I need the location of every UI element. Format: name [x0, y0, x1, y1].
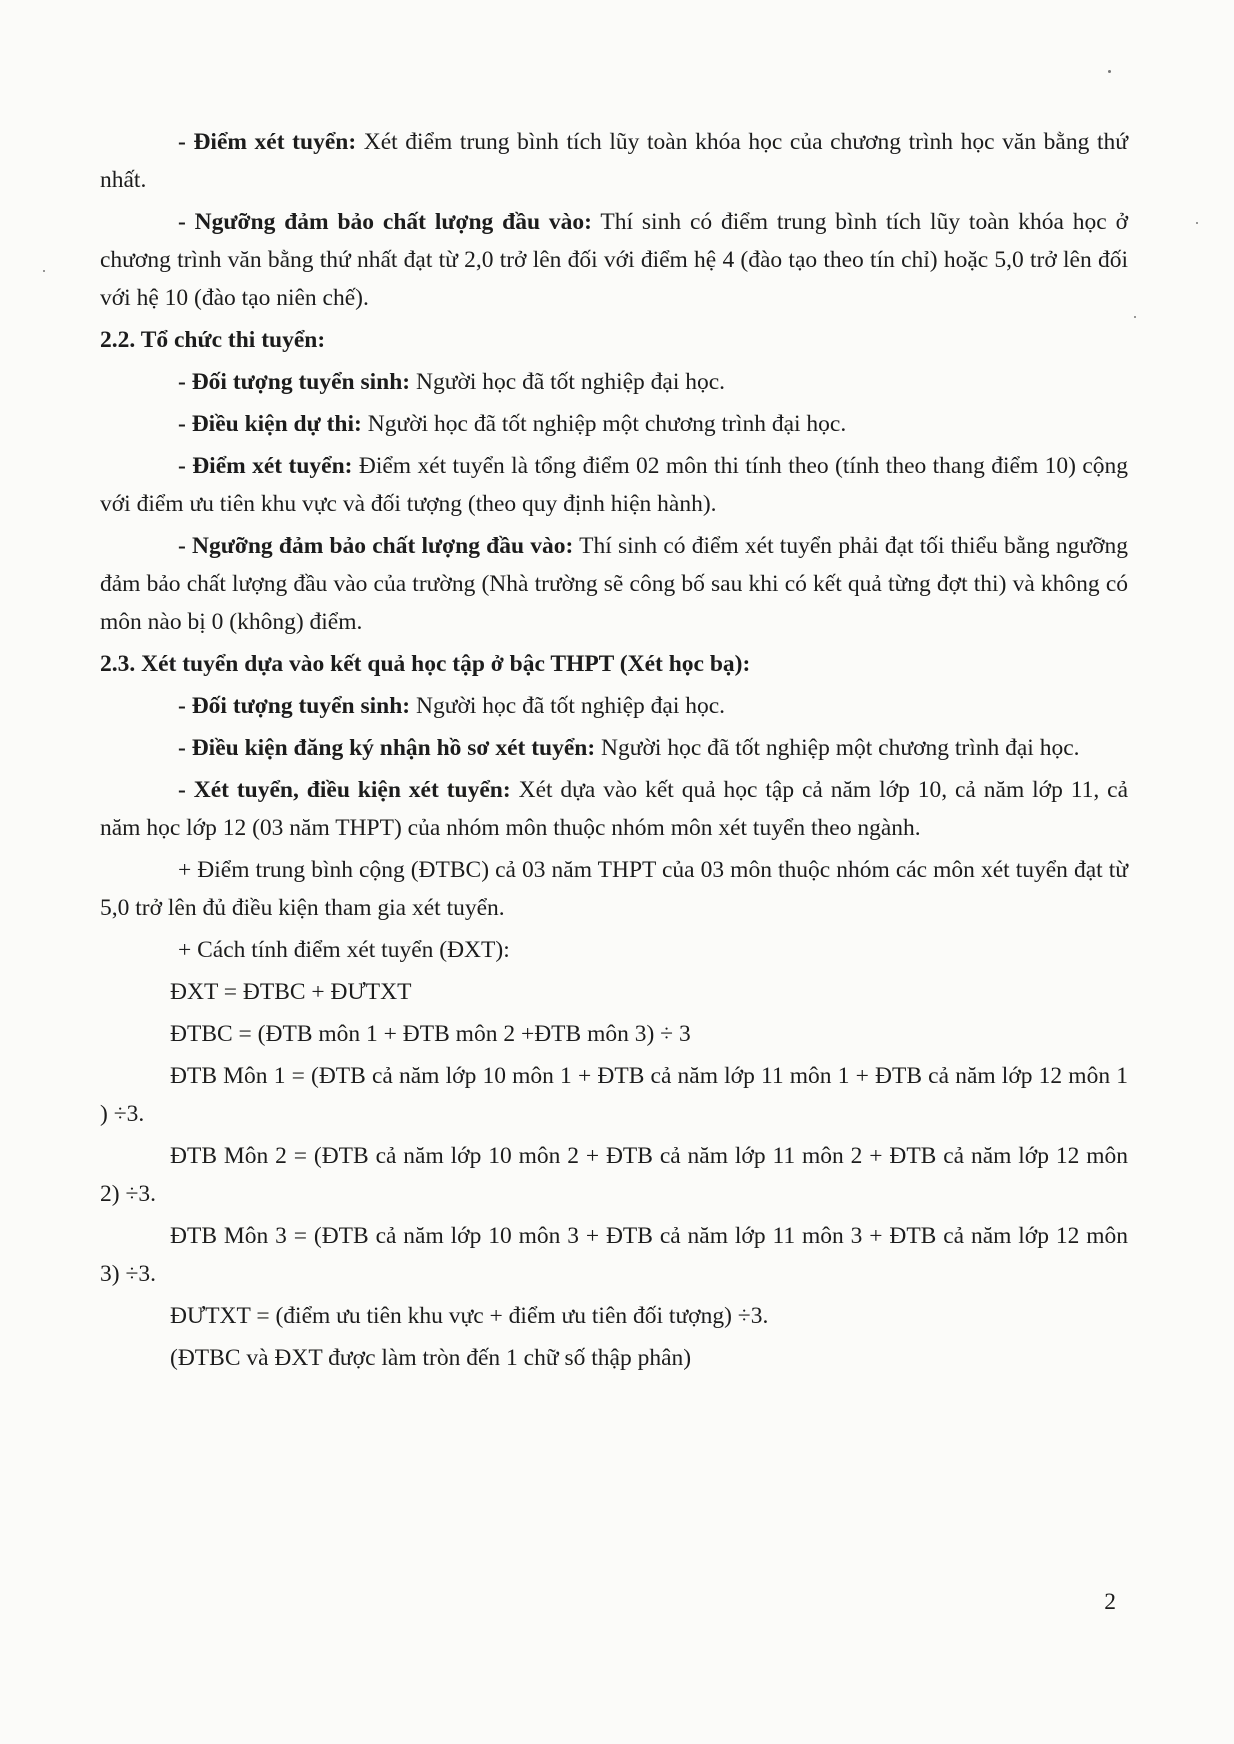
paragraph-text: Thí sinh có điểm xét tuyển phải đạt tối thiểu bằng ngưỡng đảm bảo chất lượng đầu vào của trường (Nhà trường sẽ công bố sau khi có kết quả từng đợt thi) và không có môn nào bị 0 (không) điểm. — [100, 533, 1129, 635]
paragraph-text: Xét điểm trung bình tích lũy toàn khóa học của chương trình học văn bằng thứ nhất. — [100, 129, 1128, 193]
paragraph-doi-tuong-2 — [100, 687, 1128, 725]
paragraph-label: - Xét tuyển, điều kiện xét tuyển: — [178, 777, 511, 803]
paragraph-label: - Điểm xét tuyển: — [178, 453, 353, 479]
scan-speck — [43, 270, 45, 272]
paragraph-doi-tuong-1 — [100, 363, 1128, 401]
page-number: 2 — [1104, 1589, 1116, 1615]
paragraph-diem-xet-tuyen-2 — [100, 447, 1128, 523]
paragraph-text: Người học đã tốt nghiệp đại học. — [410, 693, 726, 719]
formula-dxt: ĐXT = ĐTBC + ĐƯTXT — [170, 979, 412, 1005]
document-body — [100, 123, 1128, 1381]
paragraph-label: - Ngưỡng đảm bảo chất lượng đầu vào: — [178, 533, 574, 559]
rounding-note: (ĐTBC và ĐXT được làm tròn đến 1 chữ số thập phân) — [170, 1345, 692, 1371]
paragraph-dieu-kien-dang-ky — [100, 729, 1128, 767]
scan-speck — [1108, 70, 1111, 73]
paragraph-text: Điểm xét tuyển là tổng điểm 02 môn thi tính theo (tính theo thang điểm 10) cộng với điểm ưu tiên khu vực và đối tượng (theo quy định hiện hành). — [100, 453, 1128, 517]
paragraph-text: Người học đã tốt nghiệp một chương trình đại học. — [361, 411, 847, 437]
formula-dutxt: ĐƯTXT = (điểm ưu tiên khu vực + điểm ưu tiên đối tượng) ÷3. — [170, 1303, 769, 1329]
section-heading-2-3: 2.3. Xét tuyển dựa vào kết quả học tập ở bậc THPT (Xét học bạ): — [100, 651, 751, 677]
formula-dtb-mon-3: ĐTB Môn 3 = (ĐTB cả năm lớp 10 môn 3 + ĐTB cả năm lớp 11 môn 3 + ĐTB cả năm lớp 12 môn 3) ÷3. — [100, 1223, 1128, 1287]
paragraph-text: Thí sinh có điểm trung bình tích lũy toàn khóa học ở chương trình văn bằng thứ nhất đạt từ 2,0 trở lên đối với điểm hệ 4 (đào tạo theo tín chỉ) hoặc 5,0 trở lên đối với hệ 10 (đào tạo niên chế). — [100, 209, 1129, 311]
paragraph-label: - Điểm xét tuyển: — [178, 129, 357, 155]
paragraph-text: Người học đã tốt nghiệp một chương trình đại học. — [595, 735, 1080, 761]
formula-dtb-mon-1: ĐTB Môn 1 = (ĐTB cả năm lớp 10 môn 1 + ĐTB cả năm lớp 11 môn 1 + ĐTB cả năm lớp 12 môn 1 ) ÷3. — [100, 1063, 1128, 1127]
paragraph-label: - Đối tượng tuyển sinh: — [178, 693, 411, 719]
paragraph-nguong-dam-bao-2 — [100, 527, 1128, 641]
paragraph-dtbc-condition: + Điểm trung bình cộng (ĐTBC) cả 03 năm THPT của 03 môn thuộc nhóm các môn xét tuyển đạt từ 5,0 trở lên đủ điều kiện tham gia xét tuyển. — [100, 857, 1128, 921]
formula-dtbc: ĐTBC = (ĐTB môn 1 + ĐTB môn 2 +ĐTB môn 3) ÷ 3 — [170, 1021, 691, 1047]
paragraph-label: - Điều kiện dự thi: — [178, 411, 362, 437]
paragraph-cach-tinh-dxt: + Cách tính điểm xét tuyển (ĐXT): — [178, 937, 510, 963]
paragraph-text: Xét dựa vào kết quả học tập cả năm lớp 10, cả năm lớp 11, cả năm học lớp 12 (03 năm THPT) của nhóm môn thuộc nhóm môn xét tuyển theo ngành. — [100, 777, 1129, 841]
scan-speck — [1196, 222, 1198, 224]
section-heading-2-2: 2.2. Tổ chức thi tuyển: — [100, 327, 326, 353]
paragraph-label: - Ngưỡng đảm bảo chất lượng đầu vào: — [178, 209, 592, 235]
scan-speck — [1134, 316, 1136, 318]
formula-dtb-mon-2: ĐTB Môn 2 = (ĐTB cả năm lớp 10 môn 2 + ĐTB cả năm lớp 11 môn 2 + ĐTB cả năm lớp 12 môn 2) ÷3. — [100, 1143, 1128, 1207]
paragraph-nguong-dam-bao-1 — [100, 203, 1128, 317]
paragraph-label: - Đối tượng tuyển sinh: — [178, 369, 411, 395]
paragraph-label: - Điều kiện đăng ký nhận hồ sơ xét tuyển: — [178, 735, 596, 761]
paragraph-dieu-kien-du-thi — [100, 405, 1128, 443]
paragraph-text: Người học đã tốt nghiệp đại học. — [410, 369, 726, 395]
paragraph-diem-xet-tuyen-1 — [100, 123, 1128, 199]
paragraph-xet-tuyen-dieu-kien — [100, 771, 1128, 847]
